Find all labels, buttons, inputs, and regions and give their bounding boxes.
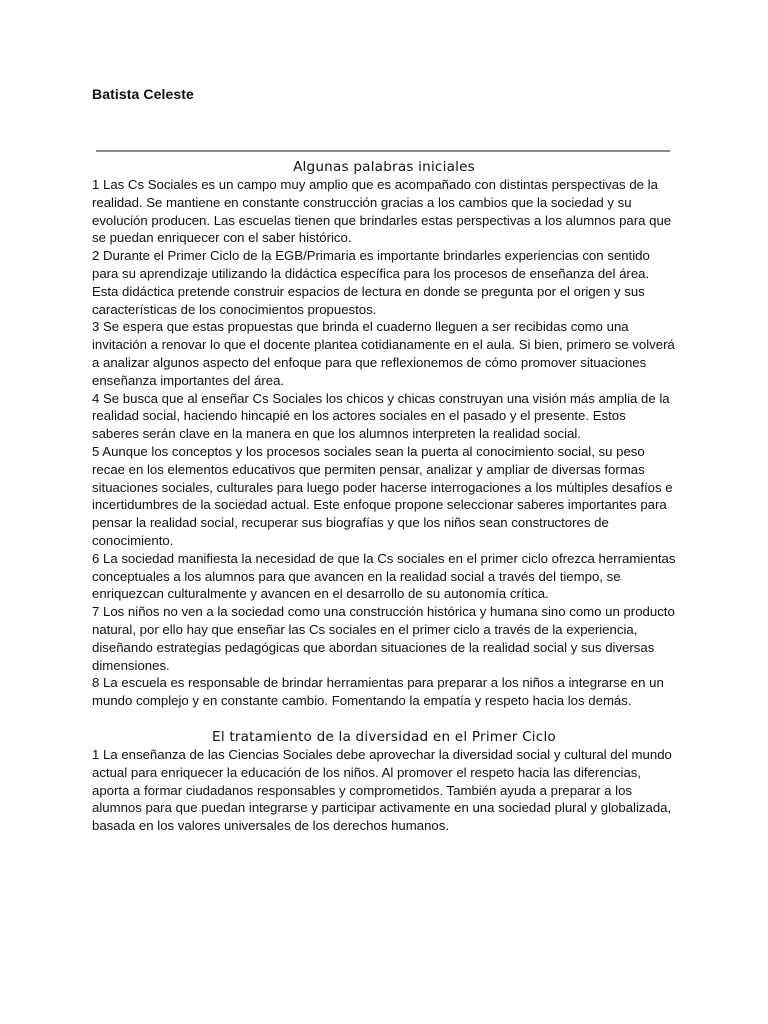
document-body — [92, 158, 676, 835]
horizontal-rule — [96, 150, 670, 152]
paragraph: 1 Las Cs Sociales es un campo muy amplio que es acompañado con distintas perspectivas de la realidad. Se mantiene en constante construcción gracias a los cambios que la sociedad y su evolución producen. Las escuelas tienen que brindarles estas perspectivas a los alumnos para que se puedan enriquecer con el saber histórico. — [92, 177, 672, 246]
paragraph: 3 Se espera que estas propuestas que brinda el cuaderno lleguen a ser recibidas como una invitación a renovar lo que el docente plantea cotidianamente en el aula. Si bien, primero se volverá a analizar algunos aspecto del enfoque para que reflexionemos de cómo promover situaciones enseñanza importantes del área. — [92, 319, 675, 388]
paragraph: 4 Se busca que al enseñar Cs Sociales los chicos y chicas construyan una visión más amplia de la realidad social, haciendo hincapié en los actores sociales en el pasado y el presente. Estos saberes serán clave en la manera en que los alumnos interpreten la realidad social. — [92, 390, 670, 442]
section-title-diversidad: El tratamiento de la diversidad en el Primer Ciclo — [212, 728, 556, 745]
paragraph: 2 Durante el Primer Ciclo de la EGB/Primaria es importante brindarles experiencias con sentido para su aprendizaje utilizando la didáctica específica para los procesos de enseñanza del área. Esta didáctica pretende construir espacios de lectura en donde se pregunta por el origen y sus características de los conocimientos propuestos. — [92, 248, 650, 317]
paragraph: 1 La enseñanza de las Ciencias Sociales debe aprovechar la diversidad social y cultural del mundo actual para enriquecer la educación de los niños. Al promover el respeto hacia las diferencias, aporta a formar ciudadanos responsables y comprometidos. También ayuda a preparar a los alumnos para que puedan integrarse y participar activamente en una sociedad plural y globalizada, basada en los valores universales de los derechos humanos. — [92, 746, 672, 834]
section-title-palabras-iniciales: Algunas palabras iniciales — [293, 159, 475, 175]
section-spacer — [92, 710, 676, 728]
author-name: Batista Celeste — [92, 86, 194, 102]
paragraph: 7 Los niños no ven a la sociedad como una construcción histórica y humana sino como un producto natural, por ello hay que enseñar las Cs sociales en el primer ciclo a través de la experiencia, diseñando estrategias pedagógicas que abordan situaciones de la realidad social y sus diversas dimensiones. — [92, 604, 675, 673]
paragraph: 8 La escuela es responsable de brindar herramientas para preparar a los niños a integrarse en un mundo complejo y en constante cambio. Fomentando la empatía y respeto hacia los demás. — [92, 675, 664, 709]
paragraph: 5 Aunque los conceptos y los procesos sociales sean la puerta al conocimiento social, su peso recae en los elementos educativos que permiten pensar, analizar y ampliar de diversas formas situaciones sociales, culturales para luego poder hacerse interrogaciones a los múltiples desafíos e incertidumbres de la sociedad actual. Este enfoque propone seleccionar saberes importantes para pensar la realidad social, recuperar sus biografías y que los niños sean constructores de conocimiento. — [92, 443, 673, 548]
paragraph: 6 La sociedad manifiesta la necesidad de que la Cs sociales en el primer ciclo ofrezca herramientas conceptuales a los alumnos para que avancen en la realidad social a través del tiempo, se enriquezcan culturalmente y avancen en el desarrollo de su autonomía crítica. — [92, 550, 676, 602]
